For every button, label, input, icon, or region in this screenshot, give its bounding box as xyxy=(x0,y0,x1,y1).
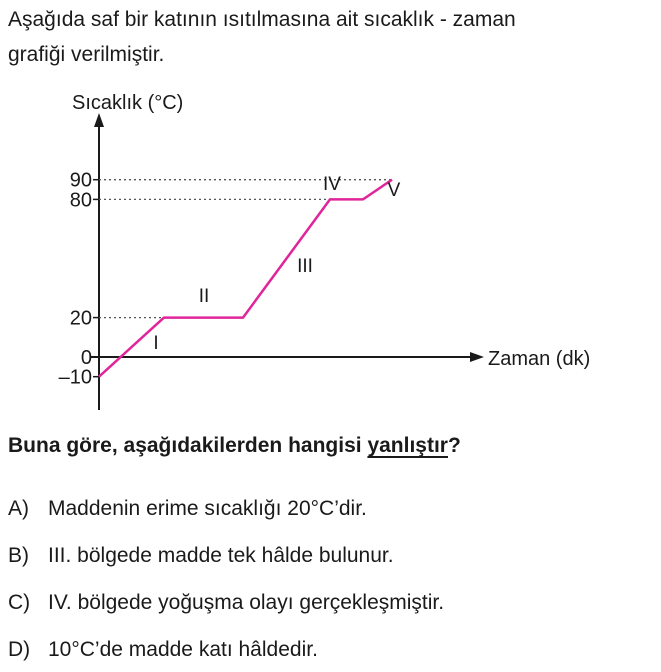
y-tick-label: 0 xyxy=(80,347,92,369)
region-labels xyxy=(153,174,400,354)
intro-line-1: Aşağıda saf bir katının ısıtılmasına ait sıcaklık - zaman xyxy=(8,8,516,31)
option-letter: A) xyxy=(8,497,29,520)
option-c[interactable] xyxy=(8,589,444,617)
option-text: Maddenin erime sıcaklığı 20°C’dir. xyxy=(48,497,367,520)
y-tick-label: 80 xyxy=(69,189,92,212)
y-axis-label: Sıcaklık (°C) xyxy=(72,92,184,114)
option-text: IV. bölgede yoğuşma olayı gerçekleşmiştir. xyxy=(48,591,445,614)
y-tick-label: 90 xyxy=(69,169,92,192)
y-tick-label: 20 xyxy=(69,307,92,330)
option-letter: C) xyxy=(8,591,31,614)
region-label-1: I xyxy=(153,333,159,354)
option-text: III. bölgede madde tek hâlde bulunur. xyxy=(48,544,394,567)
y-ticks xyxy=(59,170,99,389)
question-negative-word: yanlıştır xyxy=(367,434,448,457)
x-axis-arrow xyxy=(470,352,484,362)
question-prefix: Buna göre, aşağıdakilerden hangisi xyxy=(8,434,368,457)
x-axis-label: Zaman (dk) xyxy=(488,348,591,370)
option-letter: B) xyxy=(8,544,29,567)
series-line xyxy=(99,180,392,377)
region-label-5: V xyxy=(387,180,401,201)
y-axis-arrow xyxy=(94,113,104,127)
region-label-4: IV xyxy=(323,174,341,195)
question-stem xyxy=(8,432,461,460)
option-d[interactable] xyxy=(8,636,318,664)
region-label-2: II xyxy=(198,286,210,307)
option-text: 10°C’de madde katı hâldedir. xyxy=(48,638,318,661)
question-suffix: ? xyxy=(447,434,461,457)
option-a[interactable] xyxy=(8,495,367,523)
intro-line-2: grafiği verilmiştir. xyxy=(8,43,165,66)
y-tick-label: –10 xyxy=(58,366,92,389)
option-letter: D) xyxy=(8,638,31,661)
option-b[interactable] xyxy=(8,542,394,570)
region-label-3: III xyxy=(297,256,313,277)
